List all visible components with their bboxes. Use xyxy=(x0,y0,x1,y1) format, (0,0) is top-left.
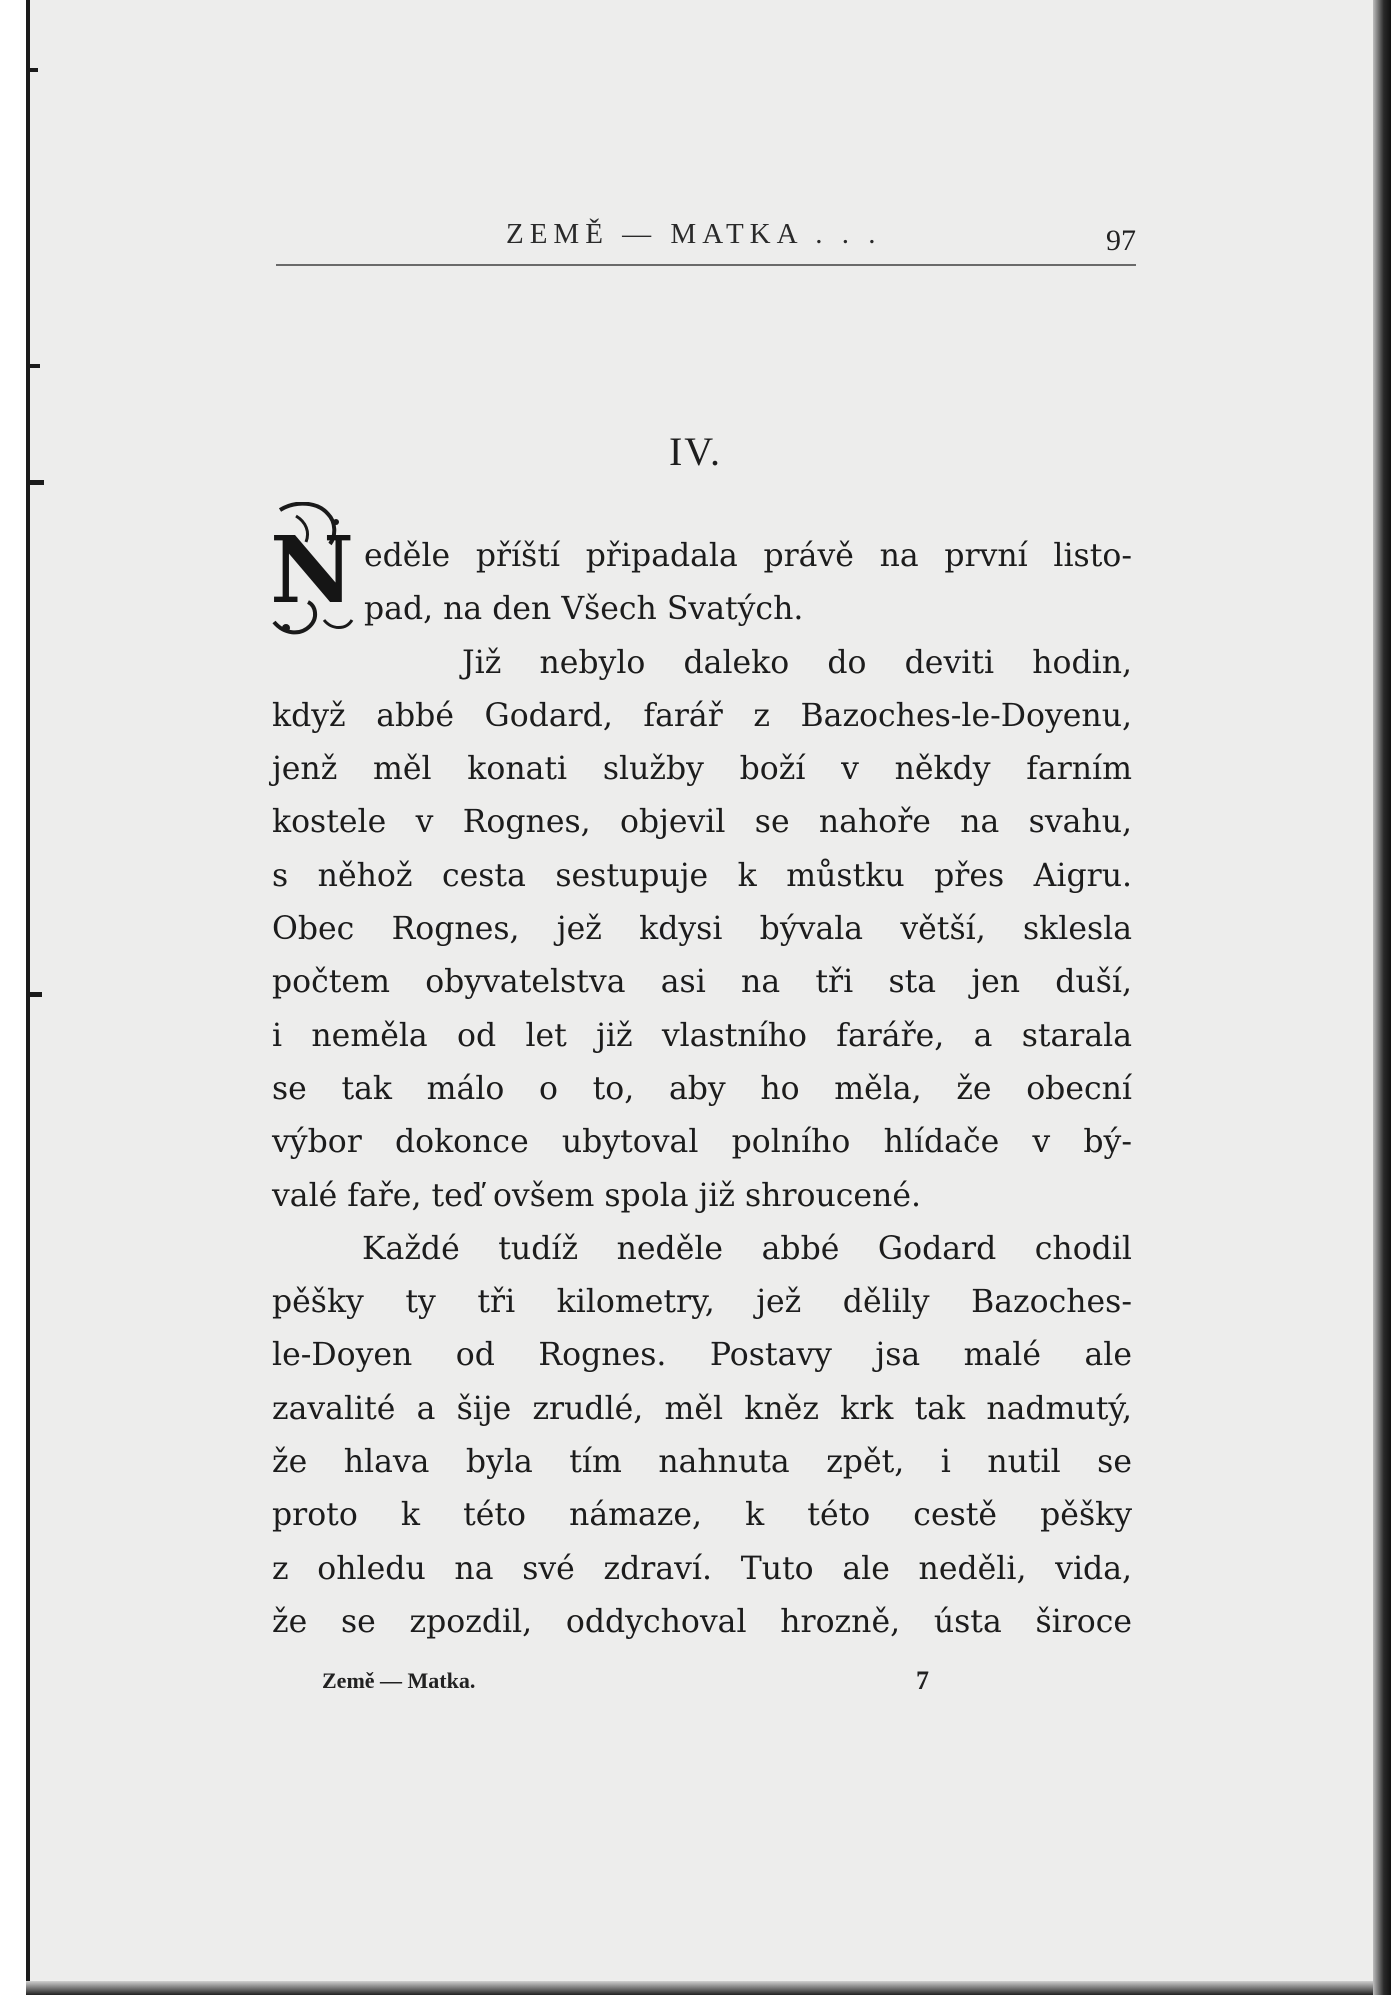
text-line: počtem obyvatelstva asi na tři sta jen duší, xyxy=(272,964,1132,1001)
binding-mark xyxy=(26,992,42,997)
dropcap-letter: N xyxy=(269,516,355,624)
text-line: z ohledu na své zdraví. Tuto ale neděli, vida, xyxy=(272,1550,1132,1587)
body-text xyxy=(269,516,1132,1649)
text-line: jenž měl konati služby boží v někdy farním xyxy=(272,751,1132,788)
text-line: Obec Rognes, jež kdysi bývala větší, sklesla xyxy=(272,911,1132,948)
text-line: le-Doyen od Rognes. Postavy jsa malé ale xyxy=(272,1337,1132,1374)
dropcap-ornament xyxy=(266,502,358,642)
text-line: výbor dokonce ubytoval polního hlídače v bý- xyxy=(272,1124,1132,1161)
page-bottom-edge xyxy=(26,1981,1373,1995)
text-line: když abbé Godard, farář z Bazoches-le-Doyenu, xyxy=(272,697,1132,734)
page-right-edge xyxy=(1373,0,1391,1995)
text-line: se tak málo o to, aby ho měla, že obecní xyxy=(272,1070,1132,1107)
header-rule xyxy=(276,264,1136,266)
running-title: ZEMĚ — MATKA . . . xyxy=(506,218,882,250)
chapter-heading: IV. xyxy=(668,429,723,474)
signature-mark: Země — Matka. xyxy=(322,1668,476,1693)
running-head xyxy=(276,212,1136,268)
page-left-edge xyxy=(0,0,30,1995)
text-line: s něhož cesta sestupuje k můstku přes Aigru. xyxy=(272,857,1132,894)
text-line: proto k této námaze, k této cestě pěšky xyxy=(272,1497,1132,1534)
binding-mark xyxy=(26,364,40,368)
text-line: pěšky ty tři kilometry, jež dělily Bazoches- xyxy=(272,1284,1132,1321)
text-line: eděle příští připadala právě na první listo- xyxy=(364,538,1132,574)
text-line: Každé tudíž neděle abbé Godard chodil xyxy=(362,1230,1132,1267)
text-line: že hlava byla tím nahnuta zpět, i nutil se xyxy=(272,1444,1132,1481)
page-footer xyxy=(322,1668,942,1708)
text-line: Již nebylo daleko do deviti hodin, xyxy=(462,644,1132,681)
signature-number: 7 xyxy=(916,1666,929,1695)
text-line: zavalité a šije zrudlé, měl kněz krk tak nadmutý, xyxy=(272,1390,1132,1427)
text-line: pad, na den Všech Svatých. xyxy=(364,591,804,628)
binding-mark xyxy=(26,68,38,72)
text-line: že se zpozdil, oddychoval hrozně, ústa široce xyxy=(272,1603,1132,1640)
text-line: i neměla od let již vlastního faráře, a starala xyxy=(272,1017,1132,1054)
binding-mark xyxy=(26,480,44,485)
page-number: 97 xyxy=(1106,224,1136,257)
text-line: kostele v Rognes, objevil se nahoře na svahu, xyxy=(272,804,1132,841)
text-line: valé faře, teď ovšem spola již shroucené. xyxy=(272,1177,921,1214)
